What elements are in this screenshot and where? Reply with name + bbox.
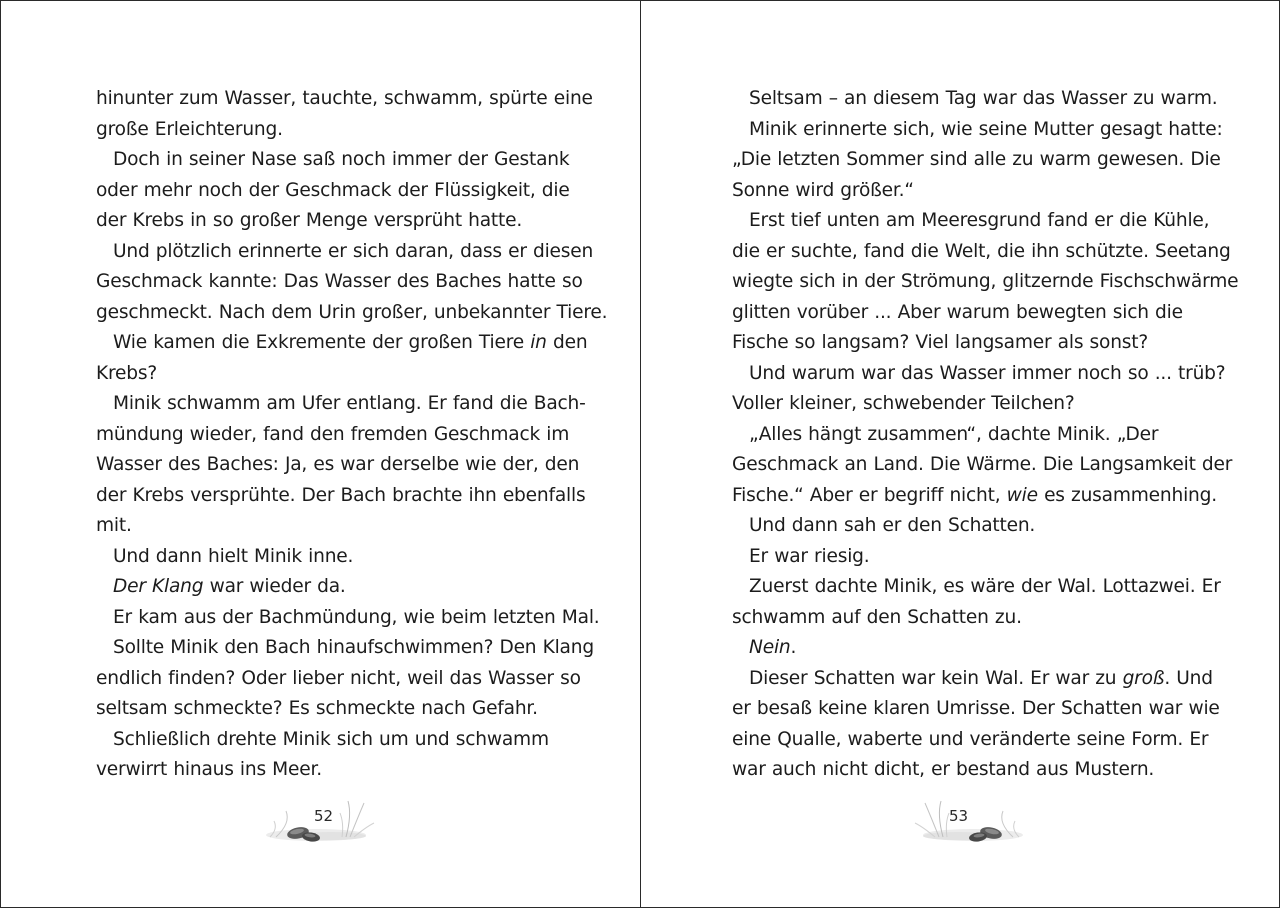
text-line: Fische so langsam? Viel langsamer als sonst? (732, 332, 1149, 353)
text-line: eine Qualle, waberte und veränderte seine Form. Er (732, 728, 1209, 750)
text-line: Sollte Minik den Bach hinaufschwimmen? Den Klang (113, 637, 594, 658)
page-number: 52 (314, 807, 334, 825)
text-line: hinunter zum Wasser, tauchte, schwamm, spürte eine (96, 88, 593, 109)
text-line: Erst tief unten am Meeresgrund fand er die Kühle, (749, 210, 1210, 231)
text-line: endlich finden? Oder lieber nicht, weil das Wasser so (96, 667, 581, 689)
text-line: große Erleichterung. (96, 118, 283, 140)
text-line: Sonne wird größer.“ (732, 179, 914, 201)
text-line: verwirrt hinaus ins Meer. (96, 759, 322, 780)
text-line: seltsam schmeckte? Es schmeckte nach Gefahr. (96, 698, 538, 719)
text-line: Er kam aus der Bachmündung, wie beim letzten Mal. (113, 606, 600, 628)
text-line: Dieser Schatten war kein Wal. Er war zu groß. Und (749, 667, 1213, 689)
page-footer-ornament (256, 793, 386, 853)
text-line: wiegte sich in der Strömung, glitzernde Fischschwärme (732, 271, 1239, 292)
text-line: Und dann hielt Minik inne. (113, 545, 354, 567)
text-line: die er suchte, fand die Welt, die ihn schützte. Seetang (732, 240, 1231, 262)
left-page (1, 1, 640, 907)
text-line: Geschmack kannte: Das Wasser des Baches hatte so (96, 271, 583, 292)
text-line: oder mehr noch der Geschmack der Flüssigkeit, die (96, 179, 570, 201)
text-line: Der Klang war wieder da. (113, 576, 346, 597)
emphasis: Nein (749, 637, 791, 658)
text-line: Wie kamen die Exkremente der großen Tiere in den (113, 332, 588, 353)
text-line: Geschmack an Land. Die Wärme. Die Langsamkeit der (732, 454, 1233, 475)
emphasis: in (530, 332, 547, 353)
text-line: Fische.“ Aber er begriff nicht, wie es zusammenhing. (732, 484, 1217, 506)
left-page-text (96, 84, 608, 786)
emphasis: Der Klang (113, 576, 204, 597)
emphasis: groß (1122, 667, 1165, 689)
right-page (641, 1, 1280, 907)
right-page-text (732, 84, 1239, 786)
text-line: glitten vorüber ... Aber warum bewegten sich die (732, 301, 1183, 323)
text-line: Und dann sah er den Schatten. (749, 515, 1036, 536)
page-number: 53 (949, 807, 969, 825)
text-line: schwamm auf den Schatten zu. (732, 606, 1022, 628)
emphasis: wie (1006, 484, 1038, 506)
page-footer-ornament (903, 793, 1033, 853)
text-line: Voller kleiner, schwebender Teilchen? (732, 393, 1075, 414)
text-line: Krebs? (96, 362, 158, 384)
text-line: Schließlich drehte Minik sich um und schwamm (113, 728, 549, 750)
text-line: der Krebs in so großer Menge versprüht hatte. (96, 210, 523, 231)
text-line: Nein. (749, 637, 797, 658)
text-line: Und warum war das Wasser immer noch so ... trüb? (749, 362, 1226, 384)
text-line: Seltsam – an diesem Tag war das Wasser zu warm. (749, 88, 1218, 109)
text-line: Minik schwamm am Ufer entlang. Er fand die Bach- (113, 393, 586, 414)
text-line: „Alles hängt zusammen“, dachte Minik. „Der (749, 423, 1159, 445)
text-line: Und plötzlich erinnerte er sich daran, dass er diesen (113, 240, 594, 262)
text-line: mit. (96, 515, 132, 536)
text-line: er besaß keine klaren Umrisse. Der Schatten war wie (732, 698, 1220, 719)
text-line: geschmeckt. Nach dem Urin großer, unbekannter Tiere. (96, 301, 608, 323)
text-line: war auch nicht dicht, er bestand aus Mustern. (732, 759, 1155, 780)
text-line: Minik erinnerte sich, wie seine Mutter gesagt hatte: (749, 118, 1223, 140)
text-line: Zuerst dachte Minik, es wäre der Wal. Lottazwei. Er (749, 576, 1221, 597)
text-line: Er war riesig. (749, 545, 870, 567)
text-line: Doch in seiner Nase saß noch immer der Gestank (113, 149, 570, 170)
text-line: der Krebs versprühte. Der Bach brachte ihn ebenfalls (96, 484, 586, 506)
text-line: „Die letzten Sommer sind alle zu warm gewesen. Die (732, 149, 1221, 170)
text-line: Wasser des Baches: Ja, es war derselbe wie der, den (96, 454, 580, 475)
text-line: mündung wieder, fand den fremden Geschmack im (96, 423, 570, 445)
